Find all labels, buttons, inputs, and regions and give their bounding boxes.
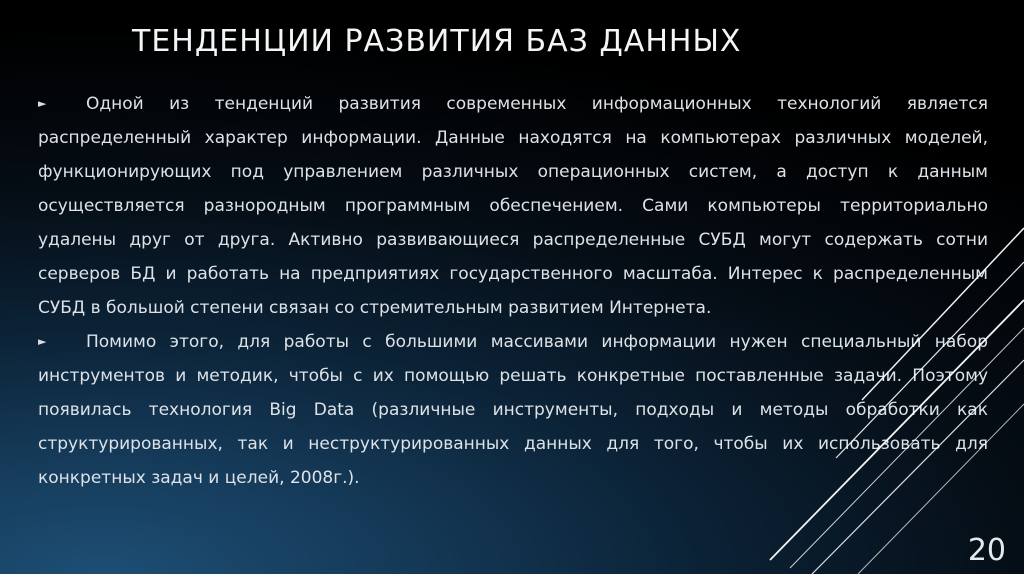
slide-title: ТЕНДЕНЦИИ РАЗВИТИЯ БАЗ ДАННЫХ [132, 24, 742, 59]
bullet-arrow-icon: ► [38, 97, 47, 110]
bullet-arrow-icon: ► [38, 335, 47, 348]
bullet-text-2: Помимо этого, для работы с большими массивами информации нужен специальный набор инструментов и методик, чтобы с их помощью решать конкретные поставленные задачи. Поэтому появилась технология Big Data (различные инструменты, подходы и методы обработки как структурированных, так и неструктурированных данных для того, чтобы их использовать для конкретных задач и целей, 2008г.). [38, 332, 988, 488]
bullet-item-1 [38, 87, 988, 325]
bullet-text-1: Одной из тенденций развития современных информационных технологий является распределенный характер информации. Данные находятся на компьютерах различных моделей, функционирующих под управлением различных операционных систем, а доступ к данным осуществляется разнородным программным обеспечением. Сами компьютеры территориально удалены друг от друга. Активно развивающиеся распределенные СУБД могут содержать сотни серверов БД и работать на предприятиях государственного масштаба. Интерес к распределенным СУБД в большой степени связан со стремительным развитием Интернета. [38, 94, 988, 318]
bullet-item-2 [38, 325, 988, 495]
slide-content [38, 87, 988, 495]
slide-number: 20 [967, 533, 1006, 568]
